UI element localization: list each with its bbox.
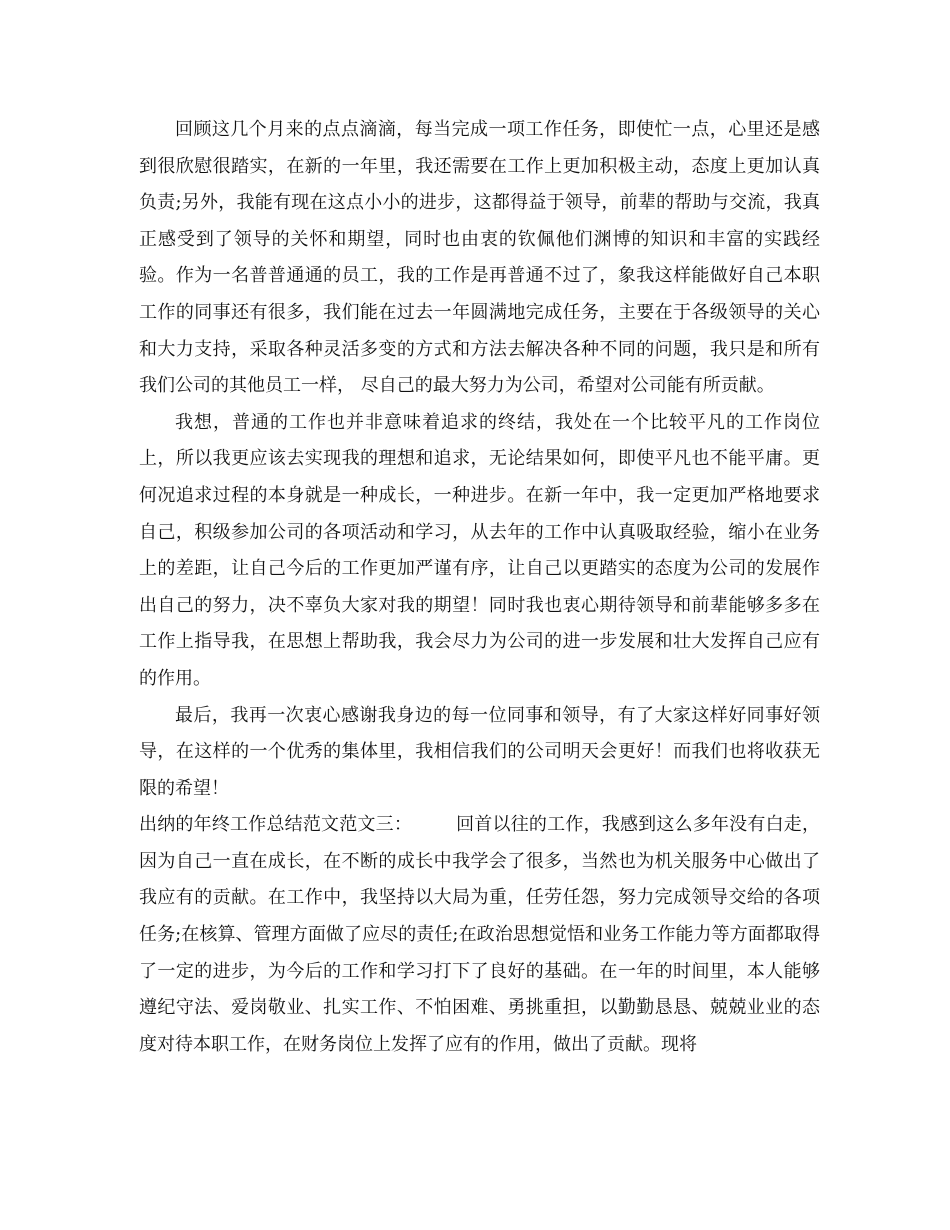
section-paragraph bbox=[139, 807, 820, 1063]
paragraph-2: 我想，普通的工作也并非意味着追求的终结，我处在一个比较平凡的工作岗位上，所以我更应该去实现我的理想和追求，无论结果如何，即使平凡也不能平庸。更何况追求过程的本身就是一种成长，一种进步。在新一年中，我一定更加严格地要求自己，积级参加公司的各项活动和学习，从去年的工作中认真吸取经验，缩小在业务上的差距，让自己今后的工作更加严谨有序，让自己以更踏实的态度为公司的发展作出自己的努力，决不辜负大家对我的期望！同时我也衷心期待领导和前辈能够多多在工作上指导我，在思想上帮助我，我会尽力为公司的进一步发展和壮大发挥自己应有的作用。 bbox=[139, 411, 820, 689]
section-body: 回首以往的工作，我感到这么多年没有白走，因为自己一直在成长，在不断的成长中我学会了很多，当然也为机关服务中心做出了我应有的贡献。在工作中，我坚持以大局为重，任劳任怨，努力完成领导交给的各项任务;在核算、管理方面做了应尽的责任;在政治思想觉悟和业务工作能力等方面都取得了一定的进步，为今后的工作和学习打下了良好的基础。在一年的时间里，本人能够遵纪守法、爱岗敬业、扎实工作、不怕困难、勇挑重担，以勤勤恳恳、兢兢业业的态度对待本职工作，在财务岗位上发挥了应有的作用，做出了贡献。现将 bbox=[139, 814, 821, 1055]
section-title: 出纳的年终工作总结范文范文三： bbox=[139, 814, 413, 836]
paragraph-1: 回顾这几个月来的点点滴滴，每当完成一项工作任务，即使忙一点，心里还是感到很欣慰很踏实，在新的一年里，我还需要在工作上更加积极主动，态度上更加认真负责;另外，我能有现在这点小小的进步，这都得益于领导，前辈的帮助与交流，我真正感受到了领导的关怀和期望，同时也由衷的钦佩他们渊博的知识和丰富的实践经验。作为一名普普通通的员工，我的工作是再普通不过了，象我这样能做好自己本职工作的同事还有很多，我们能在过去一年圆满地完成任务，主要在于各级领导的关心和大力支持，采取各种灵活多变的方式和方法去解决各种不同的问题，我只是和所有我们公司的其他员工一样， 尽自己的最大努力为公司，希望对公司能有所贡献。 bbox=[139, 119, 820, 397]
paragraph-3: 最后，我再一次衷心感谢我身边的每一位同事和领导，有了大家这样好同事好领导，在这样的一个优秀的集体里，我相信我们的公司明天会更好！而我们也将收获无限的希望！ bbox=[139, 704, 820, 799]
document-body bbox=[139, 112, 820, 1063]
